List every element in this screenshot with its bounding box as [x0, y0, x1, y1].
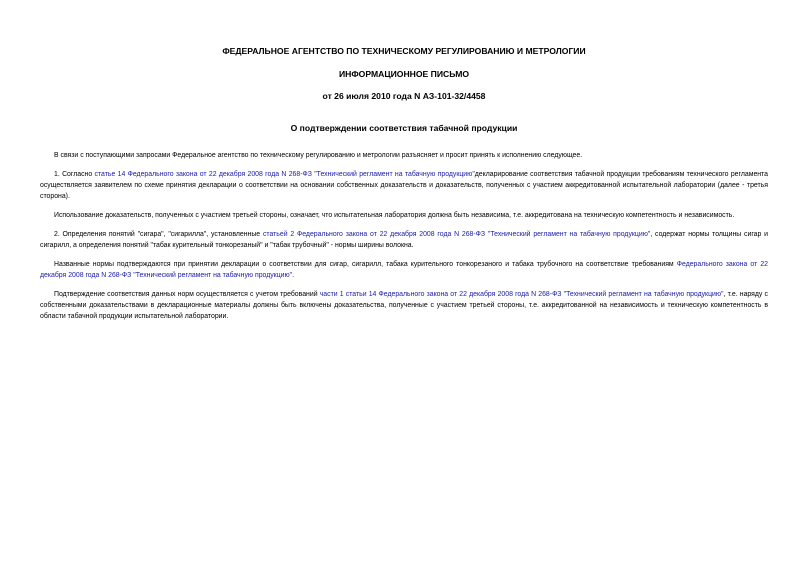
- law-part-1-article-14-link[interactable]: части 1 статьи 14 Федерального закона от 22 декабря 2008 года N 268-ФЗ "Технический регламент на табачную продукцию": [319, 291, 724, 298]
- paragraph-2: [40, 229, 768, 251]
- paragraph-norms-text-after: .: [292, 272, 295, 279]
- agency-title: ФЕДЕРАЛЬНОЕ АГЕНТСТВО ПО ТЕХНИЧЕСКОМУ РЕГУЛИРОВАНИЮ И МЕТРОЛОГИИ: [222, 46, 586, 56]
- paragraph-intro: В связи с поступающими запросами Федеральное агентство по техническому регулированию и метрологии разъясняет и просит принять к исполнению следующее.: [54, 152, 583, 159]
- paragraph-norms: [40, 259, 768, 281]
- paragraph-confirmation-text-after: , т.е. наряду с собственными доказательствами в декларационные материалы должны быть включены доказательства, полученные с участием третьей стороны, т.е. аккредитованной на независимость и техническую компетентность в области табачной продукции испытательной лаборатории.: [40, 291, 768, 320]
- paragraph-norms-text-before: Названные нормы подтверждаются при принятии декларации о соответствии для сигар, сигарилл, табака курительного тонкорезаного и табака трубочного на соответствие требованиям: [54, 261, 677, 268]
- law-article-14-link[interactable]: статье 14 Федерального закона от 22 декабря 2008 года N 268-ФЗ "Технический регламент на табачную продукцию": [94, 171, 475, 178]
- document-date-number: от 26 июля 2010 года N АЗ-101-32/4458: [322, 91, 486, 101]
- paragraph-2-text-before: 2. Определения понятий "сигара", "сигарилла", установленные: [54, 231, 263, 238]
- paragraph-third-party: Использование доказательств, полученных с участием третьей стороны, означает, что испытательная лаборатория должна быть независима, т.е. аккредитована на техническую компетентность и независимость.: [54, 212, 735, 219]
- paragraph-confirmation-text-before: Подтверждение соответствия данных норм осуществляется с учетом требований: [54, 291, 320, 298]
- federal-law-link[interactable]: Федерального закона от 22 декабря 2008 года N 268-ФЗ "Технический регламент на табачную продукцию": [40, 261, 769, 279]
- paragraph-1: [40, 169, 768, 202]
- document-body: [40, 150, 768, 330]
- paragraph-2-text-after: , содержат нормы толщины сигар и сигарилл, а определения понятий "табак курительный тонкорезаный" и "табак трубочный" - нормы ширины волокна.: [40, 231, 768, 249]
- document-kind: ИНФОРМАЦИОННОЕ ПИСЬМО: [338, 69, 470, 79]
- document-subject: О подтверждении соответствия табачной продукции: [290, 123, 518, 133]
- paragraph-1-text-before: 1. Согласно: [54, 171, 95, 178]
- paragraph-confirmation: [40, 289, 768, 322]
- paragraph-1-text-after: декларирование соответствия табачной продукции требованиям технического регламента осуществляется заявителем по схеме принятия декларации о соответствии на основании собственных доказательств и доказательств, полученных с участием аккредитованной испытательной лаборатории (далее - третья сторона).: [40, 171, 768, 200]
- law-article-2-link[interactable]: статьей 2 Федерального закона от 22 декабря 2008 года N 268-ФЗ "Технический регламент на табачную продукцию": [262, 231, 651, 238]
